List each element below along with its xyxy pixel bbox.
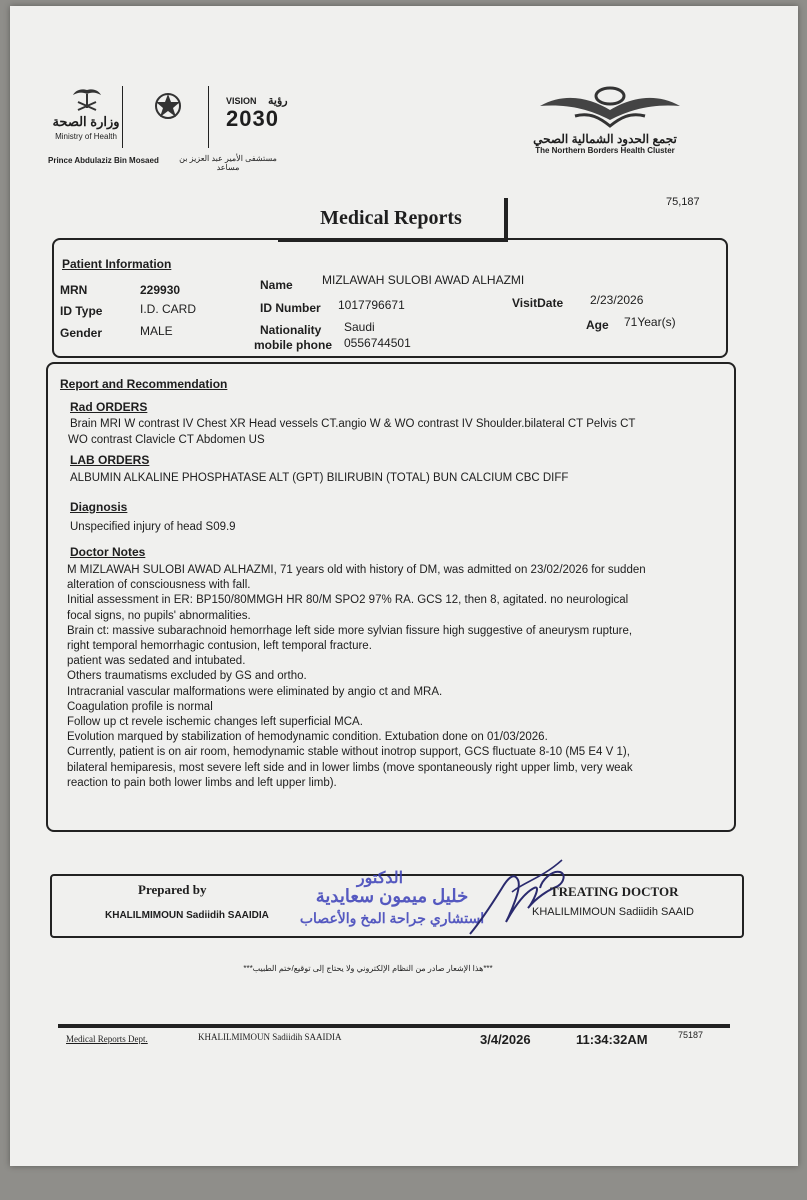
recommendation-title: Report and Recommendation bbox=[60, 377, 228, 391]
report-title: Medical Reports bbox=[278, 198, 508, 242]
notes-line: Follow up ct revele ischemic changes left superficial MCA. bbox=[67, 716, 363, 729]
idnumber-label: ID Number bbox=[260, 301, 321, 315]
treating-name: KHALILMIMOUN Sadiidih SAAID bbox=[532, 906, 694, 918]
footer-number: 75187 bbox=[678, 1030, 704, 1040]
gender-value: MALE bbox=[140, 324, 173, 338]
vision-arabic: رؤية bbox=[268, 95, 288, 107]
palm-icon bbox=[70, 86, 104, 114]
notes-line: Initial assessment in ER: BP150/80MMGH HR 80/M SPO2 97% RA. GCS 12, then 8, agitated. no neurological bbox=[67, 594, 629, 607]
moh-english: Ministry of Health bbox=[55, 132, 117, 141]
notes-line: Coagulation profile is normal bbox=[67, 700, 213, 713]
moh-arabic: وزارة الصحة bbox=[52, 114, 120, 129]
doctor-notes bbox=[67, 563, 646, 791]
emblem-icon bbox=[148, 88, 188, 128]
disclaimer: ***هذا الإشعار صادر من النظام الإلكتروني ولا يحتاج إلى توقيع/ختم الطبيب*** bbox=[243, 964, 493, 973]
stamp-line-3: استشاري جراحة المخ والأعصاب bbox=[299, 910, 485, 926]
rad-orders-line-2: WO contrast Clavicle CT Abdomen US bbox=[68, 434, 265, 446]
nationality-value: Saudi bbox=[344, 320, 375, 334]
name-value: MIZLAWAH SULOBI AWAD ALHAZMI bbox=[322, 273, 525, 287]
age-value: 71Year(s) bbox=[624, 315, 676, 329]
diagnosis-title: Diagnosis bbox=[70, 500, 128, 514]
stamp-line-2: خليل ميمون سعايدية bbox=[315, 886, 469, 906]
notes-line: focal signs, no pupils' abnormalities. bbox=[67, 609, 251, 622]
rad-orders-line-1: Brain MRI W contrast IV Chest XR Head vessels CT.angio W & WO contrast IV Shoulder.bilateral CT Pelvis CT bbox=[70, 418, 636, 430]
notes-line: right temporal hemorrhagic contusion, left temporal fracture. bbox=[67, 640, 372, 653]
treating-label: TREATING DOCTOR bbox=[550, 884, 679, 899]
cluster-logo-icon bbox=[535, 82, 685, 132]
vision-label: VISION bbox=[226, 96, 257, 106]
report-paper bbox=[10, 6, 798, 1166]
gender-label: Gender bbox=[60, 326, 103, 340]
stamp-line-1: الدكتور bbox=[356, 870, 404, 887]
notes-line: bilateral hemiparesis, most severe left side and in lower limbs (move spontaneously right upper limb, very weak bbox=[67, 761, 633, 774]
hospital-arabic: مستشفى الأمير عبد العزيز بن مساعد bbox=[179, 154, 277, 172]
prepared-label: Prepared by bbox=[138, 882, 207, 897]
notes-line: alteration of consciousness with fall. bbox=[67, 579, 251, 592]
rad-orders-title: Rad ORDERS bbox=[70, 400, 148, 414]
vision-year: 2030 bbox=[226, 106, 279, 131]
moh-logo bbox=[46, 86, 126, 156]
mobile-value: 0556744501 bbox=[344, 336, 411, 350]
age-label: Age bbox=[586, 318, 609, 332]
lab-orders-title: LAB ORDERS bbox=[70, 453, 150, 467]
mobile-label: mobile phone bbox=[254, 338, 332, 352]
notes-line: Brain ct: massive subarachnoid hemorrhage left side more sylvian fissure high suggestive of aneurysm rupture, bbox=[67, 624, 633, 637]
hospital-english: Prince Abdulaziz Bin Mosaed bbox=[48, 156, 159, 165]
report-number: 75,187 bbox=[666, 196, 700, 208]
notes-line: M MIZLAWAH SULOBI AWAD ALHAZMI, 71 years old with history of DM, was admitted on 23/02/2026 for sudden bbox=[67, 564, 646, 576]
notes-line: Others traumatisms excluded by GS and ortho. bbox=[67, 670, 307, 683]
idnumber-value: 1017796671 bbox=[338, 298, 405, 312]
idtype-value: I.D. CARD bbox=[140, 302, 197, 316]
mrn-value: 229930 bbox=[140, 283, 181, 297]
patient-info-title: Patient Information bbox=[62, 257, 172, 271]
mrn-label: MRN bbox=[60, 283, 88, 297]
visitdate-label: VisitDate bbox=[512, 296, 564, 310]
footer-date: 3/4/2026 bbox=[480, 1032, 531, 1047]
lab-orders-text: ALBUMIN ALKALINE PHOSPHATASE ALT (GPT) BILIRUBIN (TOTAL) BUN CALCIUM CBC DIFF bbox=[70, 472, 569, 484]
visitdate-value: 2/23/2026 bbox=[590, 293, 644, 307]
footer-rule bbox=[58, 1024, 730, 1028]
doctor-notes-title: Doctor Notes bbox=[70, 545, 146, 559]
notes-line: patient was sedated and intubated. bbox=[67, 655, 246, 668]
notes-line: Intracranial vascular malformations were eliminated by angio ct and MRA. bbox=[67, 685, 443, 698]
cluster-arabic: تجمع الحدود الشمالية الصحي bbox=[533, 132, 677, 146]
idtype-label: ID Type bbox=[60, 304, 103, 318]
diagnosis-text: Unspecified injury of head S09.9 bbox=[70, 521, 236, 533]
prepared-name: KHALILMIMOUN Sadiidih SAAIDIA bbox=[105, 910, 269, 921]
vision-logo bbox=[220, 94, 304, 144]
footer-dept: Medical Reports Dept. bbox=[66, 1034, 148, 1044]
footer-name: KHALILMIMOUN Sadiidih SAAIDIA bbox=[198, 1032, 342, 1042]
nationality-label: Nationality bbox=[260, 323, 322, 337]
notes-line: reaction to pain both lower limbs and left upper limb). bbox=[67, 776, 337, 789]
notes-line: Evolution marqued by stabilization of hemodynamic condition. Extubation done on 01/03/2026. bbox=[67, 731, 548, 744]
cluster-english: The Northern Borders Health Cluster bbox=[535, 146, 675, 155]
name-label: Name bbox=[260, 278, 293, 292]
footer-time: 11:34:32AM bbox=[576, 1032, 648, 1047]
notes-line: Currently, patient is on air room, hemodynamic stable without inotrop support, GCS fluctuate 8-10 (M5 E4 V 1), bbox=[67, 746, 630, 759]
